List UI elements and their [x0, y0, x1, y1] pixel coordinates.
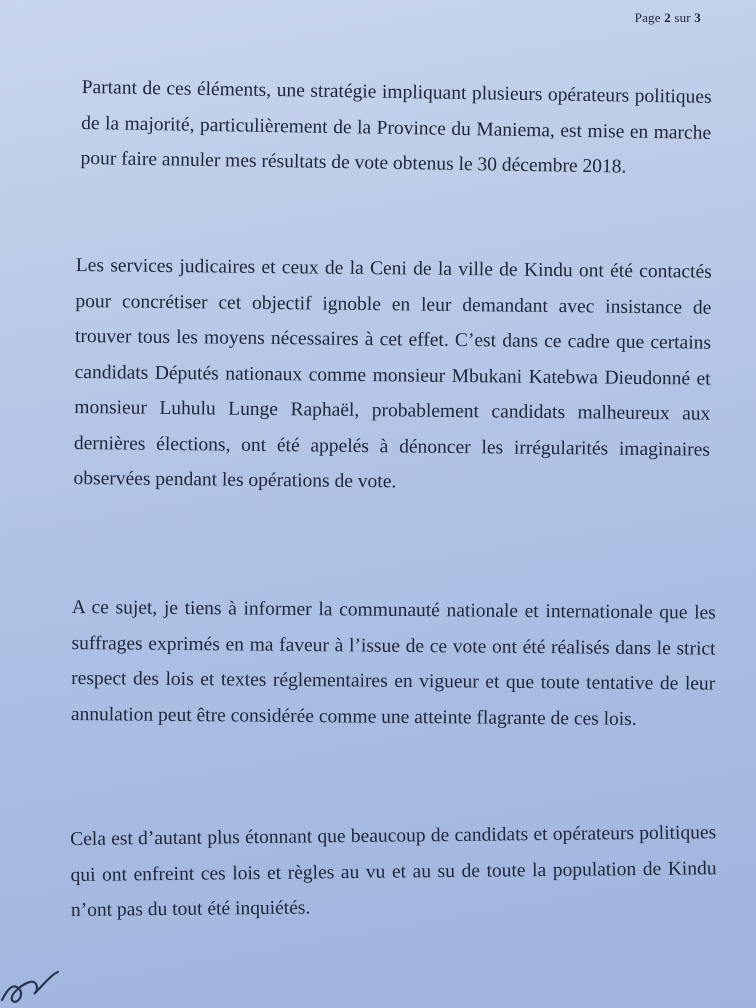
page-total: 3	[694, 10, 701, 25]
page-current: 2	[664, 10, 671, 25]
paragraph-information: A ce sujet, je tiens à informer la communauté nationale et internationale que les suffrages exprimés en ma faveur à l’issue de ce vote ont été réalisés dans le strict respect des lois et textes réglementaires en vigueur et que toute tentative de leur annulation peut être considérée comme une atteinte flagrante de ces lois.	[70, 596, 716, 730]
paragraph-strategy: Partant de ces éléments, une stratégie impliquant plusieurs opérateurs politiques de la majorité, particulièrement de la Province du Maniema, est mise en marche pour faire annuler mes résultats de vote obtenus le 30 décembre 2018.	[80, 76, 712, 178]
page-number	[635, 10, 701, 26]
paragraph-astonishment: Cela est d’autant plus étonnant que beaucoup de candidats et opérateurs politiques qui ont enfreint ces lois et règles au vu et au su de toute la population de Kindu n’ont pas du tout été inquiétés.	[70, 822, 717, 921]
page-separator: sur	[674, 10, 691, 25]
paragraph-judicial-services: Les services judicaires et ceux de la Ceni de la ville de Kindu ont été contactés pour concrétiser cet objectif ignoble en leur demandant avec insistance de trouver tous les moyens nécessaires à cet effet. C’est dans ce cadre que certains candidats Députés nationaux comme monsieur Mbukani Katebwa Dieudonné et monsieur Luhulu Lunge Raphaël, probablement candidats malheureux aux dernières élections, ont été appelés à dénoncer les irrégularités imaginaires observées pendant les opérations de vote.	[73, 254, 712, 493]
signature-mark	[0, 960, 80, 1008]
page-prefix: Page	[634, 10, 661, 25]
